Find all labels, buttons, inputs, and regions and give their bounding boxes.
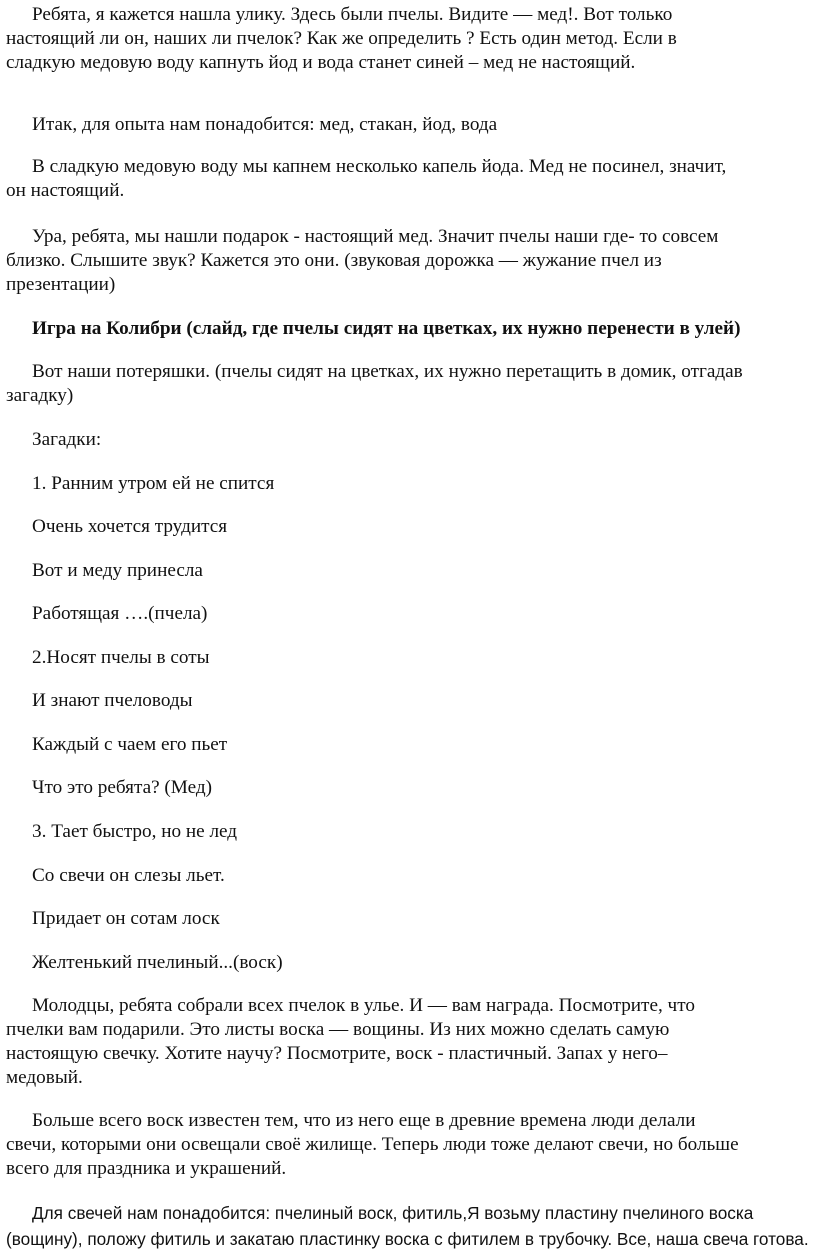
text-line: Молодцы, ребята собрали всех пчелок в улье. И — вам награда. Посмотрите, что [32, 995, 695, 1016]
text-line: 3. Тает быстро, но не лед [32, 821, 238, 842]
riddles-label [0, 428, 816, 452]
paragraph-candle-instructions [0, 1200, 816, 1252]
paragraph-found-gift [0, 225, 816, 297]
riddle-line [0, 864, 816, 888]
text-line: всего для праздника и украшений. [6, 1158, 287, 1179]
riddle-line [0, 907, 816, 931]
paragraph-experiment-materials [0, 113, 816, 137]
text-line: свечи, которыми они освещали своё жилище. Теперь люди тоже делают свечи, но больше [6, 1134, 739, 1155]
text-line: сладкую медовую воду капнуть йод и вода станет синей – мед не настоящий. [6, 52, 636, 73]
text-line: Для свечей нам понадобится: пчелиный воск, фитиль,Я возьму пластину пчелиного воска [32, 1203, 754, 1223]
text-line: пчелки вам подарили. Это листы воска — вощины. Из них можно сделать самую [6, 1019, 670, 1040]
text-line: загадку) [6, 385, 74, 406]
text-line: Вот и меду принесла [32, 560, 203, 581]
riddle-line [0, 559, 816, 583]
text-line: он настоящий. [6, 180, 125, 201]
riddle-line [0, 602, 816, 626]
text-line: презентации) [6, 274, 116, 295]
paragraph-candles-history [0, 1109, 816, 1181]
paragraph-honey-clue [0, 3, 816, 75]
text-line: близко. Слышите звук? Кажется это они. (звуковая дорожка — жужание пчел из [6, 250, 662, 271]
riddle-line [0, 646, 816, 670]
text-line: настоящий ли он, наших ли пчелок? Как же определить ? Есть один метод. Если в [6, 28, 677, 49]
paragraph-lost-bees [0, 360, 816, 408]
text-line: Желтенький пчелиный...(воск) [32, 952, 283, 973]
text-line: медовый. [6, 1067, 83, 1088]
text-line: (вощину), положу фитиль и закатаю пластинку воска с фитилем в трубочку. Все, наша свеча готова. [6, 1229, 809, 1249]
section-heading-game [0, 317, 816, 341]
text-line: Каждый с чаем его пьет [32, 734, 228, 755]
text-line: 2.Носят пчелы в соты [32, 647, 210, 668]
text-line: Вот наши потеряшки. (пчелы сидят на цветках, их нужно перетащить в домик, отгадав [32, 361, 743, 382]
text-line: настоящую свечку. Хотите научу? Посмотрите, воск - пластичный. Запах у него– [6, 1043, 668, 1064]
riddle-line [0, 820, 816, 844]
text-line: Что это ребята? (Мед) [32, 777, 213, 798]
text-line: Ура, ребята, мы нашли подарок - настоящий мед. Значит пчелы наши где- то совсем [32, 226, 719, 247]
riddle-line [0, 776, 816, 800]
text-line: И знают пчеловоды [32, 690, 193, 711]
text-line: Больше всего воск известен тем, что из него еще в древние времена люди делали [32, 1110, 696, 1131]
riddle-line [0, 689, 816, 713]
riddle-line [0, 472, 816, 496]
text-line: Ребята, я кажется нашла улику. Здесь были пчелы. Видите — мед!. Вот только [32, 4, 673, 25]
text-line: Работящая ….(пчела) [32, 603, 208, 624]
text-line: Игра на Колибри (слайд, где пчелы сидят на цветках, их нужно перенести в улей) [32, 318, 741, 339]
text-line: Придает он сотам лоск [32, 908, 220, 929]
riddle-line [0, 733, 816, 757]
text-line: Со свечи он слезы льет. [32, 865, 225, 886]
riddle-line [0, 951, 816, 975]
text-line: Итак, для опыта нам понадобится: мед, стакан, йод, вода [32, 114, 498, 135]
text-line: Загадки: [32, 429, 102, 450]
paragraph-wax-gift [0, 994, 816, 1090]
text-line: 1. Ранним утром ей не спится [32, 473, 275, 494]
text-line: В сладкую медовую воду мы капнем несколько капель йода. Мед не посинел, значит, [32, 156, 727, 177]
riddle-line [0, 515, 816, 539]
text-line: Очень хочется трудится [32, 516, 228, 537]
paragraph-experiment-result [0, 155, 816, 203]
